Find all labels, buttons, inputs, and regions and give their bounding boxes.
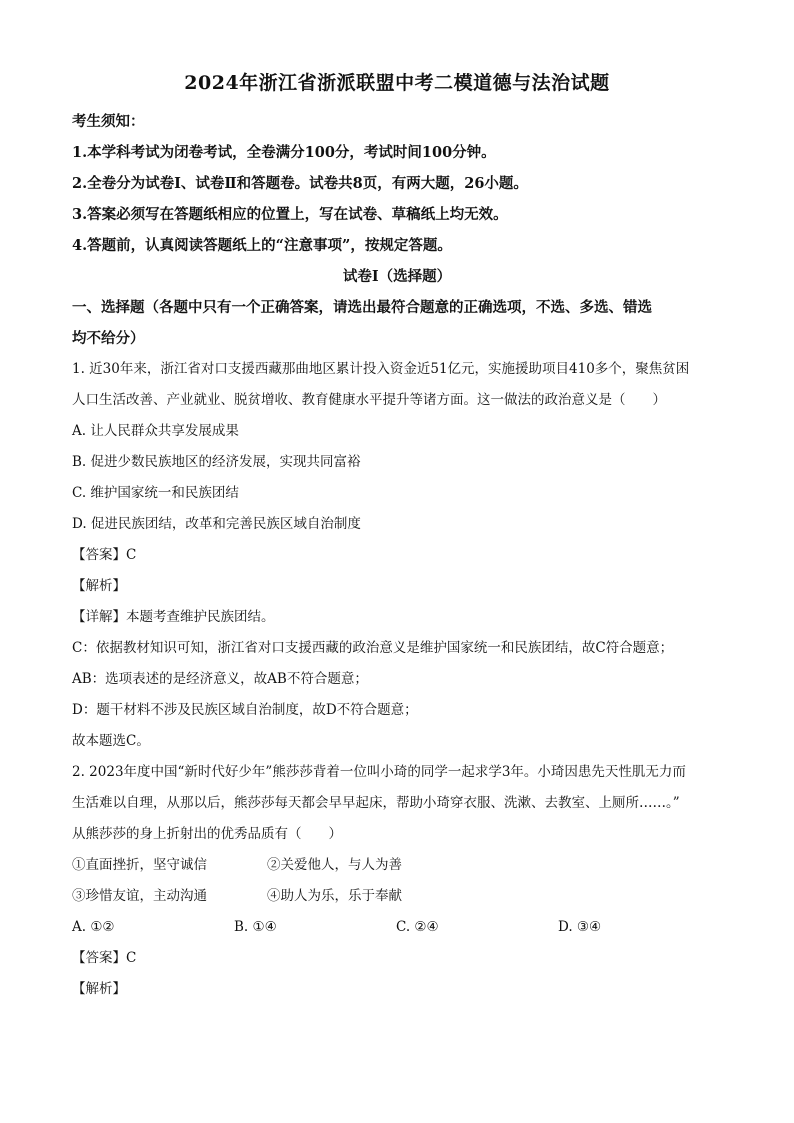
- q2-choice-4: ④助人为乐，乐于奉献: [267, 888, 402, 904]
- notice-item-2: 2.全卷分为试卷Ⅰ、试卷Ⅱ和答题卷。试卷共8页，有两大题，26小题。: [72, 175, 528, 192]
- q2-stem-line2: 生活难以自理，从那以后，熊莎莎每天都会早早起床，帮助小琦穿衣服、洗漱、去教室、上厕所……。”: [72, 795, 680, 811]
- page-title: 2024年浙江省浙派联盟中考二模道德与法治试题: [184, 72, 610, 94]
- q2-analysis-label: 【解析】: [72, 981, 126, 997]
- q1-option-d: D. 促进民族团结，改革和完善民族区域自治制度: [72, 516, 361, 532]
- q2-options-row: [72, 912, 722, 943]
- q1-option-b: B. 促进少数民族地区的经济发展，实现共同富裕: [72, 454, 361, 470]
- section-title: 试卷Ⅰ（选择题）: [342, 268, 452, 285]
- notice-item-4: 4.答题前，认真阅读答题纸上的“注意事项”，按规定答题。: [72, 237, 452, 254]
- q1-stem-line1: 1. 近30年来，浙江省对口支援西藏那曲地区累计投入资金近51亿元，实施援助项目410多个，聚焦贫困: [72, 361, 690, 377]
- q2-option-c: C. ②④: [396, 919, 439, 935]
- q1-stem-line2: 人口生活改善、产业就业、脱贫增收、教育健康水平提升等诸方面。这一做法的政治意义是（ ）: [72, 392, 666, 408]
- q1-explain-d: D：题干材料不涉及民族区域自治制度，故D不符合题意；: [72, 702, 418, 718]
- q1-option-c: C. 维护国家统一和民族团结: [72, 485, 239, 501]
- document-body: [72, 106, 722, 1005]
- q2-stem-line1: 2. 2023年度中国“新时代好少年”熊莎莎背着一位叫小琦的同学一起求学3年。小琦因患先天性肌无力而: [72, 764, 686, 780]
- q2-choice-row-1: [72, 850, 722, 881]
- q2-choice-2: ②关爱他人，与人为善: [267, 857, 402, 873]
- q2-choice-1: ①直面挫折，坚守诚信: [72, 857, 207, 873]
- part-one-heading-line1: 一、选择题（各题中只有一个正确答案，请选出最符合题意的正确选项，不选、多选、错选: [72, 299, 652, 316]
- q2-option-d: D. ③④: [558, 919, 602, 935]
- q2-option-a: A. ①②: [72, 919, 115, 935]
- q1-detail: 【详解】本题考查维护民族团结。: [72, 609, 275, 625]
- q1-conclusion: 故本题选C。: [72, 733, 150, 749]
- notice-item-1: 1.本学科考试为闭卷考试，全卷满分100分，考试时间100分钟。: [72, 144, 496, 161]
- q2-choice-row-2: [72, 881, 722, 912]
- q1-analysis-label: 【解析】: [72, 578, 126, 594]
- q1-explain-ab: AB：选项表述的是经济意义，故AB不符合题意；: [72, 671, 368, 687]
- notice-item-3: 3.答案必须写在答题纸相应的位置上，写在试卷、草稿纸上均无效。: [72, 206, 508, 223]
- q2-option-b: B. ①④: [234, 919, 277, 935]
- q1-explain-c: C：依据教材知识可知，浙江省对口支援西藏的政治意义是维护国家统一和民族团结，故C符合题意；: [72, 640, 674, 656]
- q2-stem-line3: 从熊莎莎的身上折射出的优秀品质有（ ）: [72, 826, 342, 842]
- q1-answer: 【答案】C: [72, 547, 137, 563]
- notice-heading: 考生须知：: [72, 113, 145, 130]
- q1-option-a: A. 让人民群众共享发展成果: [72, 423, 239, 439]
- q2-choice-3: ③珍惜友谊，主动沟通: [72, 888, 207, 904]
- q2-answer: 【答案】C: [72, 950, 137, 966]
- part-one-heading-line2: 均不给分）: [72, 330, 145, 347]
